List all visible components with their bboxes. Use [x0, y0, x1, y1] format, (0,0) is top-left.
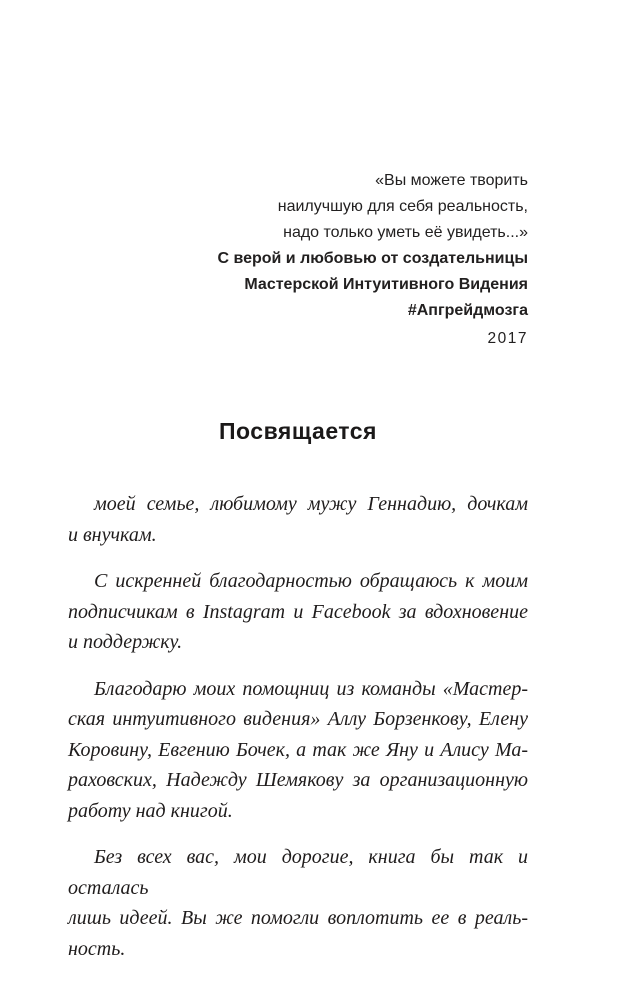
epigraph-block — [68, 168, 528, 352]
epigraph-attribution-line: Мастерской Интуитивного Видения — [244, 276, 528, 293]
epigraph-quote-line: «Вы можете творить — [375, 172, 528, 189]
paragraph-line: и поддержку. — [68, 631, 183, 653]
paragraph-line: С искренней благодарностью обращаюсь к моим — [94, 570, 528, 592]
paragraph — [68, 674, 528, 827]
paragraph-line: Благодарю моих помощниц из команды «Мастер- — [94, 677, 528, 700]
paragraph-line: лишь идеей. Вы же помогли воплотить ее в реаль- — [68, 907, 528, 929]
paragraph — [68, 842, 528, 964]
paragraph-line: раховских, Надежду Шемякову за организационную — [68, 769, 528, 791]
paragraph-line: Коровину, Евгению Бочек, а так же Яну и Алису Ма- — [68, 738, 528, 761]
dedication-body — [68, 489, 528, 964]
epigraph-hashtag: #Апгрейдмозга — [407, 302, 528, 319]
dedication-heading: Посвящается — [219, 418, 377, 444]
epigraph-attribution-line: С верой и любовью от создательницы — [217, 250, 528, 267]
epigraph-year: 2017 — [487, 330, 528, 347]
epigraph-quote-line: надо только уметь её увидеть...» — [283, 224, 528, 241]
paragraph-line: моей семье, любимому мужу Геннадию, дочкам — [94, 493, 528, 515]
epigraph-quote-line: наилучшую для себя реальность, — [277, 198, 528, 215]
paragraph-line: Без всех вас, мои дорогие, книга бы так и осталась — [68, 846, 528, 899]
paragraph-line: работу над книгой. — [68, 799, 233, 822]
paragraph-line: подписчикам в Instagram и Facebook за вдохновение — [68, 600, 528, 623]
paragraph — [68, 566, 528, 658]
paragraph — [68, 489, 528, 550]
paragraph-line: и внучкам. — [68, 523, 157, 546]
paragraph-line: ность. — [68, 937, 126, 960]
paragraph-line: ская интуитивного видения» Аллу Борзенкову, Елену — [68, 708, 528, 730]
